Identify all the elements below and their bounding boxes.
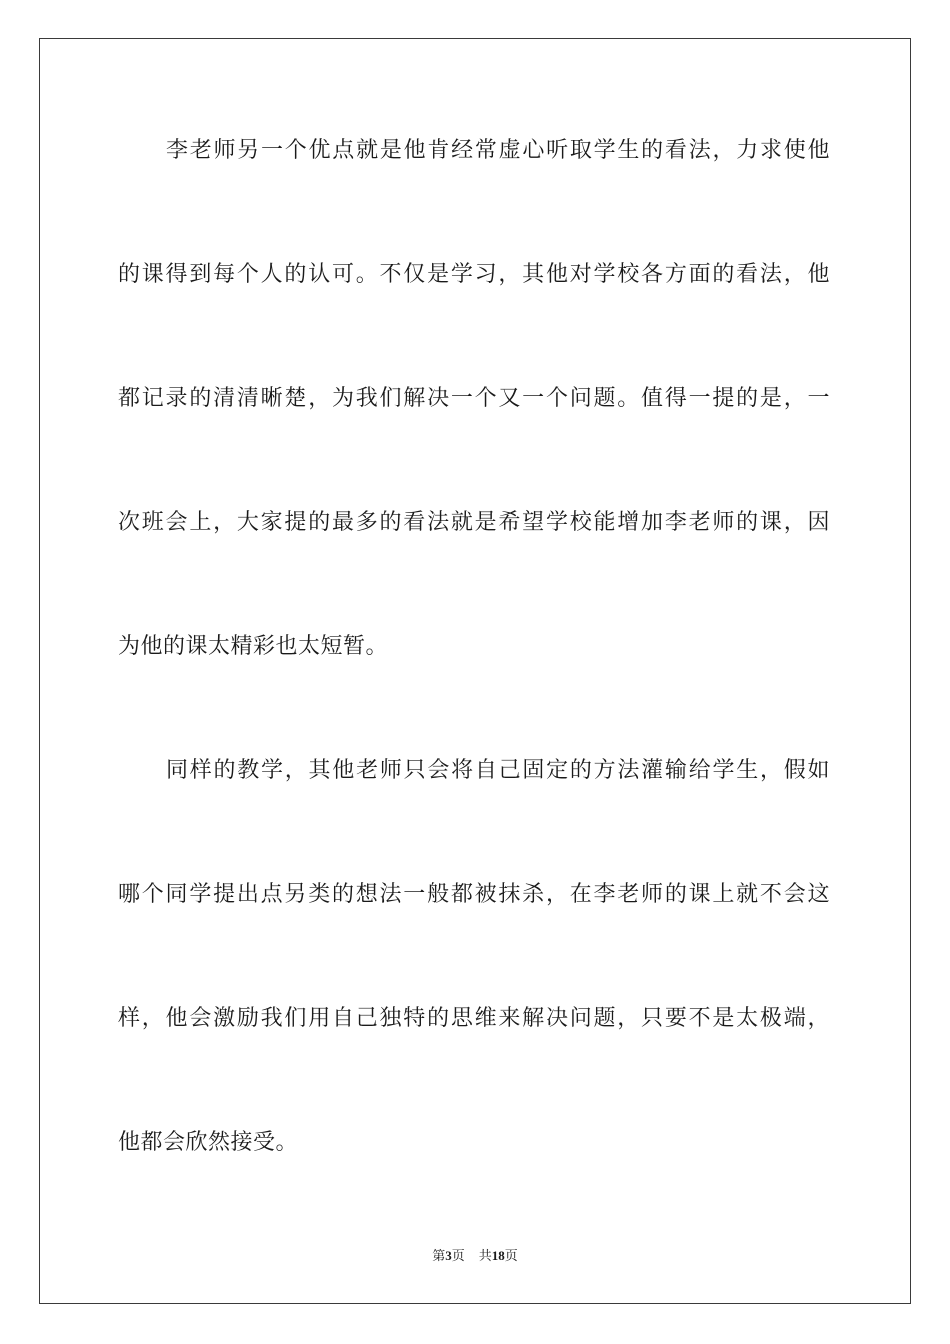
paragraph-1-line-5: 为他的课太精彩也太短暂。 bbox=[118, 634, 389, 659]
total-prefix: 共 bbox=[478, 1248, 492, 1263]
page-number: 3 bbox=[445, 1248, 452, 1263]
paragraph-2-line-3: 样，他会激励我们用自己独特的思维来解决问题，只要不是太极端， bbox=[118, 1006, 830, 1031]
paragraph-1-line-3: 都记录的清清晰楚，为我们解决一个又一个问题。值得一提的是，一 bbox=[118, 386, 830, 411]
paragraph-1-line-1: 李老师另一个优点就是他肯经常虚心听取学生的看法，力求使他 bbox=[166, 138, 830, 163]
page-suffix: 页 bbox=[451, 1248, 465, 1263]
paragraph-2-line-2: 哪个同学提出点另类的想法一般都被抹杀，在李老师的课上就不会这 bbox=[118, 882, 830, 907]
page-prefix: 第 bbox=[432, 1248, 446, 1263]
page-footer bbox=[0, 1247, 950, 1265]
total-suffix: 页 bbox=[504, 1248, 518, 1263]
paragraph-2-line-1: 同样的教学，其他老师只会将自己固定的方法灌输给学生，假如 bbox=[166, 758, 830, 783]
page-border bbox=[39, 38, 911, 1304]
paragraph-1-line-2: 的课得到每个人的认可。不仅是学习，其他对学校各方面的看法，他 bbox=[118, 262, 830, 287]
total-pages: 18 bbox=[491, 1248, 505, 1263]
paragraph-1-line-4: 次班会上，大家提的最多的看法就是希望学校能增加李老师的课，因 bbox=[118, 510, 830, 535]
paragraph-2-line-4: 他都会欣然接受。 bbox=[118, 1130, 299, 1155]
